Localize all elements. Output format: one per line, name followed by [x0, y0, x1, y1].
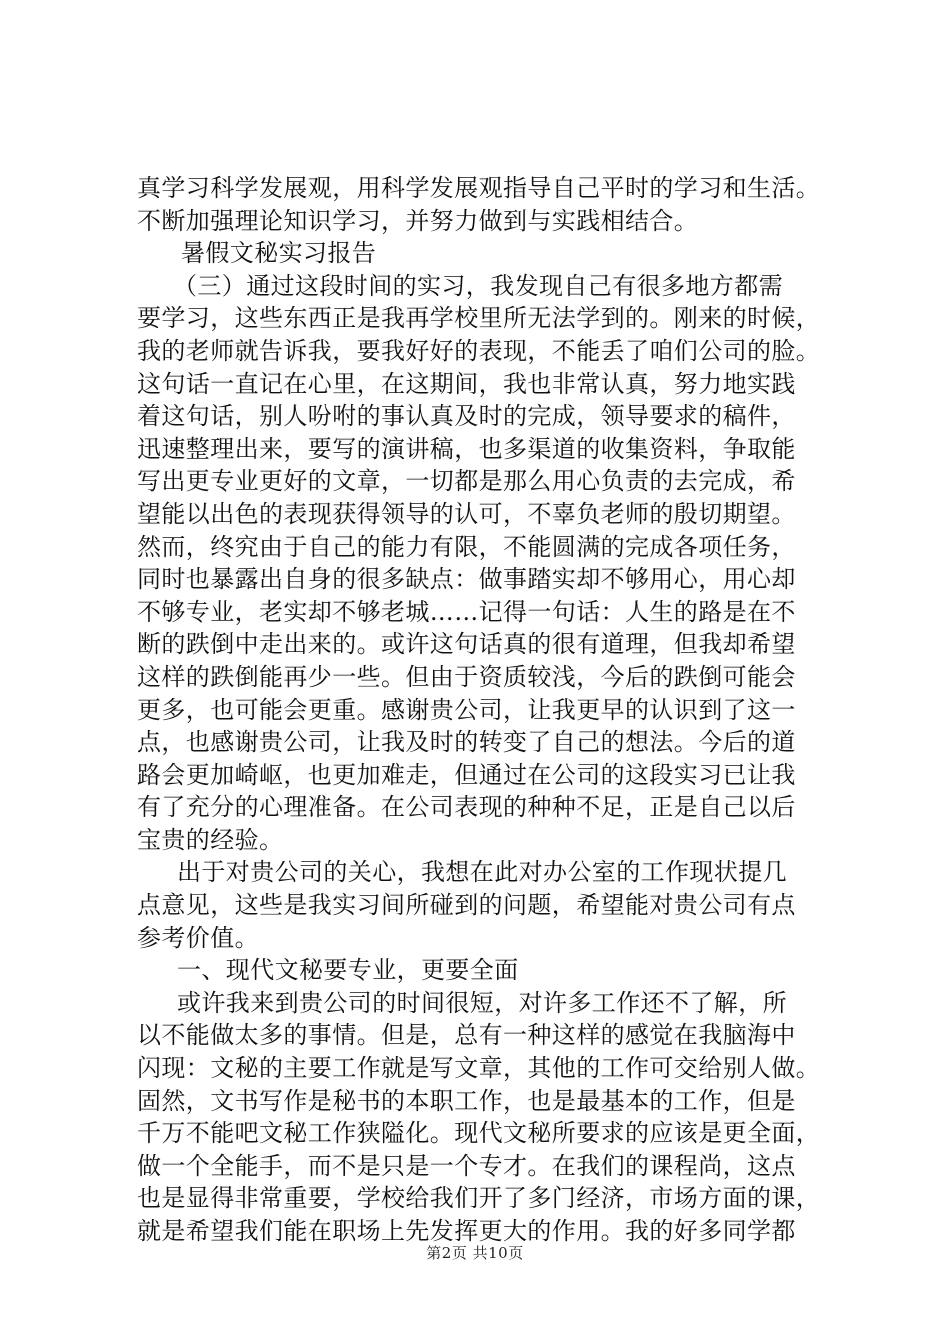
- text-line: 千万不能吧文秘工作狭隘化。现代文秘所要求的应该是更全面，: [137, 1119, 821, 1148]
- text-line: 要学习，这些东西正是我再学校里所无法学到的。刚来的时候，: [137, 304, 821, 333]
- text-line: 路会更加崎岖，也更加难走，但通过在公司的这段实习已让我: [137, 760, 796, 789]
- text-line: 闪现：文秘的主要工作就是写文章，其他的工作可交给别人做。: [137, 1054, 821, 1083]
- text-line: 写出更专业更好的文章，一切都是那么用心负责的去完成，希: [137, 467, 796, 496]
- text-line: 宝贵的经验。: [137, 825, 284, 854]
- text-line: 点意见，这些是我实习间所碰到的问题，希望能对贵公司有点: [137, 891, 796, 920]
- text-line: 点，也感谢贵公司，让我及时的转变了自己的想法。今后的道: [137, 728, 796, 757]
- text-line: 然而，终究由于自己的能力有限，不能圆满的完成各项任务，: [137, 532, 796, 561]
- text-line: 不够专业，老实却不够老城……记得一句话：人生的路是在不: [137, 597, 796, 626]
- text-line: 以不能做太多的事情。但是，总有一种这样的感觉在我脑海中: [137, 1021, 796, 1050]
- text-line: 参考价值。: [137, 923, 259, 952]
- text-line: 固然，文书写作是秘书的本职工作，也是最基本的工作，但是: [137, 1086, 796, 1115]
- text-line: 这样的跌倒能再少一些。但由于资质较浅，今后的跌倒可能会: [137, 662, 796, 691]
- document-body: [137, 172, 837, 1248]
- text-line: 做一个全能手，而不是只是一个专才。在我们的课程尚，这点: [137, 1151, 796, 1180]
- text-line: 断的跌倒中走出来的。或许这句话真的很有道理，但我却希望: [137, 630, 796, 659]
- text-line: 有了充分的心理准备。在公司表现的种种不足，正是自己以后: [137, 793, 796, 822]
- section-heading: 暑假文秘实习报告: [181, 239, 377, 268]
- text-line: 我的老师就告诉我，要我好好的表现，不能丢了咱们公司的脸。: [137, 336, 821, 365]
- text-line: 这句话一直记在心里，在这期间，我也非常认真，努力地实践: [137, 369, 796, 398]
- text-line: （三）通过这段时间的实习，我发现自己有很多地方都需: [173, 271, 783, 300]
- text-line: 更多，也可能会更重。感谢贵公司，让我更早的认识到了这一: [137, 695, 796, 724]
- text-line: 不断加强理论知识学习，并努力做到与实践相结合。: [137, 206, 699, 235]
- text-line: 出于对贵公司的关心，我想在此对办公室的工作现状提几: [177, 858, 787, 887]
- text-line: 着这句话，别人吩咐的事认真及时的完成，领导要求的稿件，: [137, 402, 796, 431]
- text-line: 就是希望我们能在职场上先发挥更大的作用。我的好多同学都: [137, 1217, 796, 1245]
- text-line: 真学习科学发展观，用科学发展观指导自己平时的学习和生活。: [137, 174, 821, 202]
- page-number-footer: 第2页 共10页: [426, 1244, 524, 1262]
- text-line: 望能以出色的表现获得领导的认可，不辜负老师的殷切期望。: [137, 499, 796, 528]
- text-line: 同时也暴露出自身的很多缺点：做事踏实却不够用心，用心却: [137, 565, 796, 594]
- text-line: 也是显得非常重要，学校给我们开了多门经济，市场方面的课，: [137, 1184, 821, 1213]
- text-line: 或许我来到贵公司的时间很短，对许多工作还不了解，所: [177, 988, 787, 1017]
- section-heading: 一、现代文秘要专业，更要全面: [177, 956, 519, 985]
- text-line: 迅速整理出来，要写的演讲稿，也多渠道的收集资料，争取能: [137, 434, 796, 463]
